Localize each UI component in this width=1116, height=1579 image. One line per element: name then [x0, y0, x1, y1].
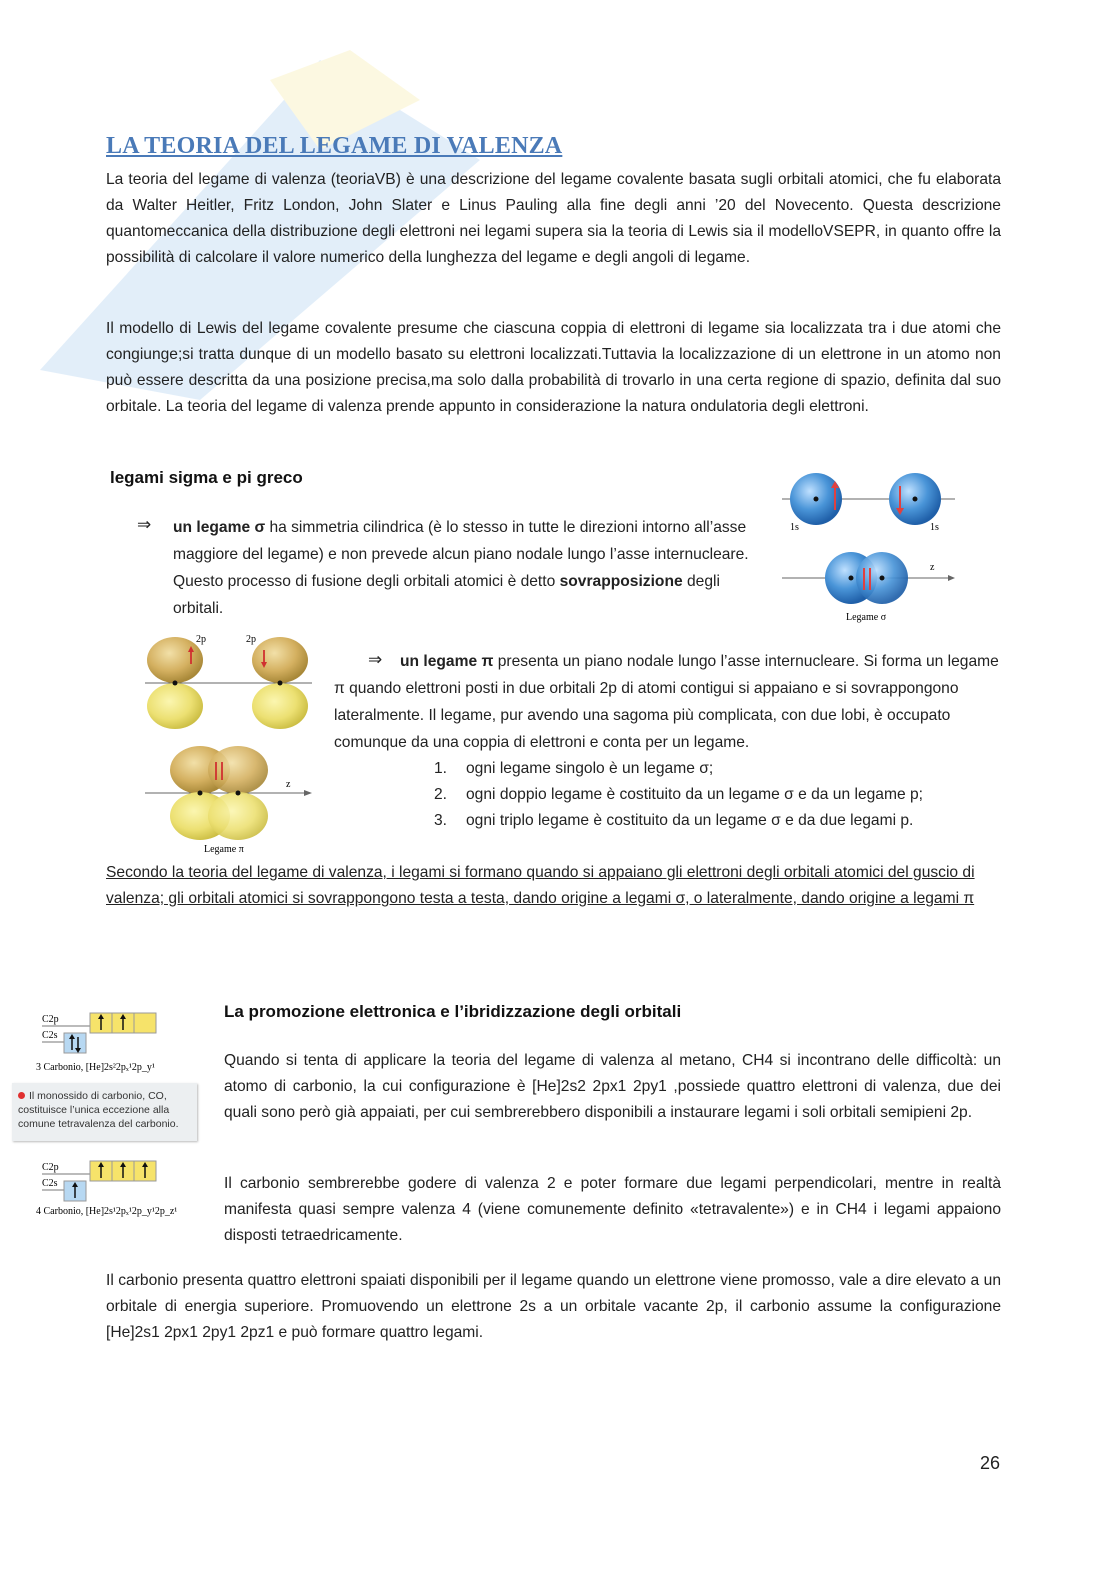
- page-title: LA TEORIA DEL LEGAME DI VALENZA: [106, 133, 563, 159]
- promotion-paragraph-2: Il carbonio sembrerebbe godere di valenza 2 e poter formare due legami perpendicolari, mentre in realtà manifesta quasi sempre valenza 4 (viene comunemente definito «tetravalente») e in CH4 i legami appaiono disposti tetraedricamente.: [224, 1175, 1001, 1244]
- arrow-icon: ⇒: [137, 515, 152, 534]
- sigma-pi-heading: legami sigma e pi greco: [110, 468, 303, 487]
- arrow-icon: ⇒: [368, 650, 383, 669]
- promotion-paragraph-1: Quando si tenta di applicare la teoria del legame di valenza al metano, CH4 si incontrano delle difficoltà: un atomo di carbonio, la cui configurazione è [He]2s2 2px1 2py1 ,possiede quattro elettroni di valenza, due dei quali sono però già appaiati, per cui sembrerebbero disponibili a instaurare legami i soli orbitali semipieni 2p.: [224, 1052, 1001, 1121]
- orbital-diagram-3: [30, 1008, 200, 1080]
- sigma-text-2: degli orbitali.: [173, 573, 720, 617]
- pi-bond-text: [334, 648, 999, 756]
- list-item-number: 2.: [434, 786, 448, 803]
- sigma-text-1: ha simmetria cilindrica (è lo stesso in tutte le direzioni intorno all’asse maggiore del legame) e non prevede alcun piano nodale lungo l’asse internucleare. Questo processo di fusione degli orbitali atomici è detto: [173, 519, 749, 590]
- sigma-1s-left-label: 1s: [790, 522, 799, 533]
- bond-rules-list: [434, 756, 1014, 834]
- list-item: [434, 782, 1014, 808]
- list-item-number: 3.: [434, 812, 448, 829]
- list-item: [434, 808, 1014, 834]
- list-item-text: ogni triplo legame è costituito da un legame σ e da due legami p.: [466, 812, 914, 829]
- sigma-bond-text: [173, 514, 753, 622]
- intro-paragraph: La teoria del legame di valenza (teoriaVB) è una descrizione del legame covalente basata sugli orbitali atomici, che fu elaborata da Walter Heitler, Fritz London, John Slater e Linus Pauling alla fine degli anni ’20 del Novecento. Questa descrizione quantomeccanica della distribuzione degli elettroni nei legami supera sia la teoria di Lewis sia il modelloVSEPR, in quanto offre la possibilità di calcolare il valore numerico della lunghezza del legame e degli angoli di legame.: [106, 171, 1001, 266]
- list-item: [434, 756, 1014, 782]
- pi-axis-label: z: [286, 779, 291, 790]
- orbital-diagram-4: [30, 1156, 200, 1222]
- summary-paragraph: Secondo la teoria del legame di valenza, i legami si formano quando si appaiano gli elettroni degli orbitali atomici del guscio di valenza; gli orbitali atomici si sovrappongono testa a testa, dando origine a legami σ, o lateralmente, dando origine a legami π: [106, 864, 975, 907]
- bullet-icon: [18, 1092, 25, 1099]
- list-item-text: ogni doppio legame è costituito da un legame σ e da un legame p;: [466, 786, 923, 803]
- orb4-caption: 4 Carbonio, [He]2s¹2pₓ¹2p_y¹2p_z¹: [36, 1206, 178, 1217]
- pi-caption: Legame π: [204, 844, 244, 855]
- co-note-text: Il monossido di carbonio, CO, costituisce l’unica eccezione alla comune tetravalenza del carbonio.: [18, 1090, 179, 1130]
- pi-lead: un legame π: [400, 653, 494, 670]
- co-note: [12, 1083, 197, 1135]
- sigma-1s-right-label: 1s: [930, 522, 939, 533]
- pi-2p-right-label: 2p: [246, 634, 256, 645]
- promotion-heading: La promozione elettronica e l’ibridizzazione degli orbitali: [224, 1002, 682, 1021]
- co-note-box: [12, 1083, 197, 1141]
- c2s-label: C2s: [42, 1030, 58, 1041]
- pi-bond-figure: [140, 630, 320, 858]
- promotion-paragraph-3: Il carbonio presenta quattro elettroni spaiati disponibili per il legame quando un elettrone viene promosso, vale a dire elevato a un orbitale di energia superiore. Promuovendo un elettrone 2s a un orbitale vacante 2p, il carbonio assume la configurazione [He]2s1 2px1 2py1 2pz1 e può formare quattro legami.: [106, 1272, 1001, 1341]
- pi-text: presenta un piano nodale lungo l’asse internucleare. Si forma un legame π quando elettroni posti in due orbitali 2p di atomi contigui si appaiano e si sovrappongono lateralmente. Il legame, pur avendo una sagoma più complicata, con due lobi, è occupato comunque da una coppia di elettroni e conta per un legame.: [334, 653, 999, 751]
- sigma-lead: un legame σ: [173, 519, 266, 536]
- sigma-axis-label: z: [930, 562, 935, 573]
- orb3-caption: 3 Carbonio, [He]2s²2pₓ¹2p_y¹: [36, 1062, 155, 1073]
- page-number: 26: [980, 1453, 1001, 1473]
- list-item-text: ogni legame singolo è un legame σ;: [466, 760, 714, 777]
- sigma-bond-figure: [780, 468, 960, 628]
- sigma-bold-term: sovrapposizione: [559, 573, 683, 590]
- sigma-caption: Legame σ: [846, 612, 887, 623]
- c2p-label: C2p: [42, 1162, 59, 1173]
- c2p-label: C2p: [42, 1014, 59, 1025]
- list-item-number: 1.: [434, 760, 448, 777]
- c2s-label: C2s: [42, 1178, 58, 1189]
- lewis-paragraph: Il modello di Lewis del legame covalente presume che ciascuna coppia di elettroni di legame sia localizzata tra i due atomi che congiunge;si tratta dunque di un modello basato su elettroni localizzati.Tuttavia la localizzazione di un elettrone in un atomo non può essere descritta da una posizione precisa,ma solo dalla probabilità di trovarlo in una certa regione di spazio, definita dal suo orbitale. La teoria del legame di valenza prende appunto in considerazione la natura ondulatoria degli elettroni.: [106, 320, 1001, 415]
- pi-2p-left-label: 2p: [196, 634, 206, 645]
